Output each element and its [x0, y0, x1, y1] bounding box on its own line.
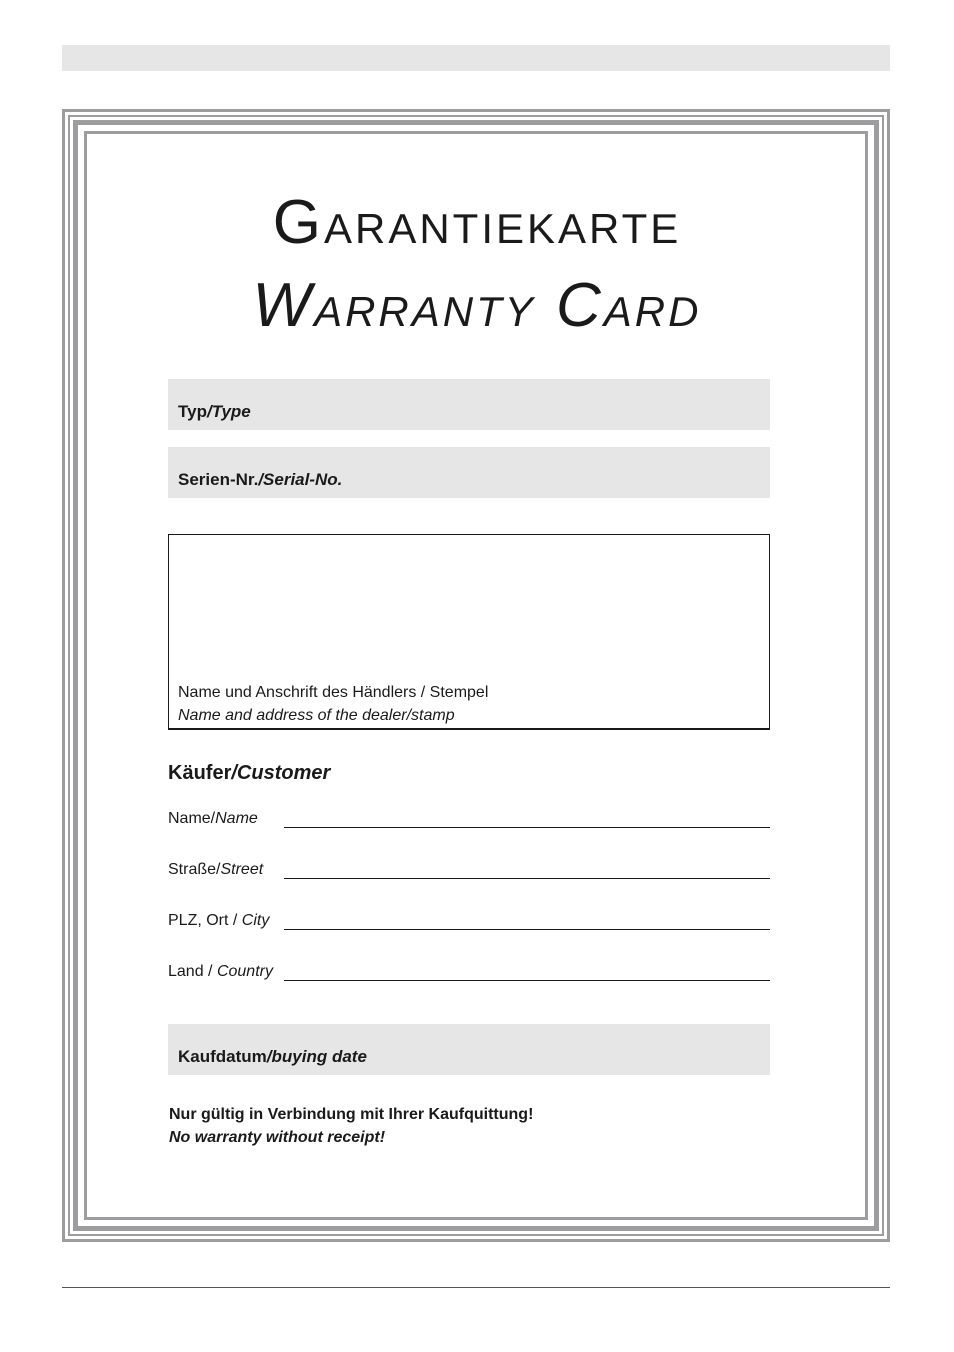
customer-street-row: [168, 853, 770, 879]
customer-name-label-de: Name/: [168, 810, 216, 827]
customer-country-label-de: Land /: [168, 963, 217, 980]
customer-heading-en: /Customer: [231, 762, 331, 784]
receipt-notice-en: No warranty without receipt!: [169, 1129, 386, 1146]
receipt-notice-de: Nur gültig in Verbindung mit Ihrer Kaufquittung!: [169, 1106, 534, 1123]
customer-city-row: [168, 904, 770, 930]
title-english: [0, 271, 954, 340]
serial-label-en: /Serial-No.: [258, 470, 343, 489]
customer-heading-de: Käufer: [168, 762, 232, 784]
customer-city-label-de: PLZ, Ort /: [168, 912, 242, 929]
buying-date-label-en: /buying date: [266, 1047, 367, 1066]
customer-name-label-en: Name: [215, 810, 258, 827]
type-field-label: [178, 402, 251, 422]
title-en-word2-rest: ARD: [603, 288, 702, 335]
dealer-stamp-box[interactable]: [168, 534, 770, 730]
customer-city-input-line[interactable]: [284, 929, 770, 930]
type-label-de: Typ: [178, 402, 207, 421]
buying-date-label: [178, 1047, 367, 1067]
dealer-label-de: Name und Anschrift des Händlers / Stempel: [178, 684, 489, 701]
customer-name-input-line[interactable]: [284, 827, 770, 828]
customer-city-label-en: City: [241, 912, 270, 929]
footer-rule: [62, 1287, 890, 1288]
header-bar: [62, 45, 890, 71]
customer-street-label: [168, 861, 263, 879]
title-de-initial: G: [272, 188, 324, 257]
customer-name-row: [168, 802, 770, 828]
customer-street-label-de: Straße/: [168, 861, 221, 878]
title-en-word2-initial: C: [556, 271, 604, 340]
title-german: [0, 188, 954, 257]
customer-heading: [168, 762, 330, 785]
serial-field-label: [178, 470, 342, 490]
customer-street-label-en: Street: [220, 861, 264, 878]
customer-name-label: [168, 810, 258, 828]
buying-date-field[interactable]: [168, 1024, 770, 1075]
serial-label-de: Serien-Nr.: [178, 470, 259, 489]
customer-street-input-line[interactable]: [284, 878, 770, 879]
customer-city-label: [168, 912, 269, 930]
title-en-word1-initial: W: [252, 271, 315, 340]
dealer-label-en: Name and address of the dealer/stamp: [178, 707, 455, 724]
customer-country-input-line[interactable]: [284, 980, 770, 981]
serial-number-field[interactable]: [168, 447, 770, 498]
customer-country-row: [168, 955, 770, 981]
title-de-rest: ARANTIEKARTE: [323, 205, 682, 252]
customer-country-label: [168, 963, 273, 981]
type-label-en: /Type: [206, 402, 251, 421]
buying-date-label-de: Kaufdatum: [178, 1047, 267, 1066]
customer-country-label-en: Country: [216, 963, 273, 980]
type-field[interactable]: [168, 379, 770, 430]
title-en-word1-rest: ARRANTY: [314, 288, 536, 335]
